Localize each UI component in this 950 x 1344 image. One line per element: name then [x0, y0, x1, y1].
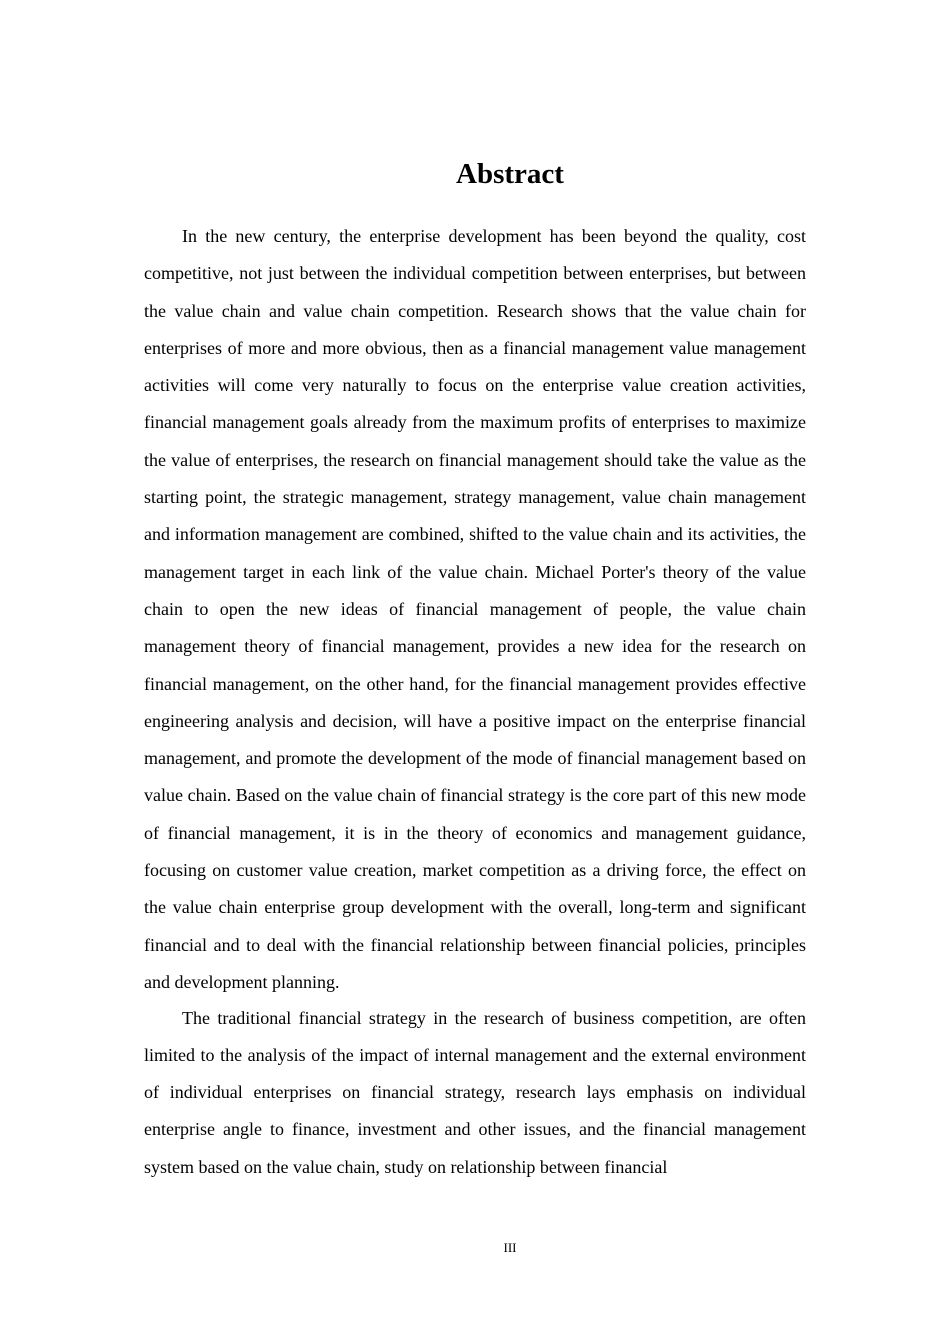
abstract-body [144, 218, 806, 1186]
abstract-title: Abstract [456, 158, 564, 190]
abstract-paragraph-1: In the new century, the enterprise development has been beyond the quality, cost competitive, not just between the individual competition between enterprises, but between the value chain and value chain competition. Research shows that the value chain for enterprises of more and more obvious, then as a financial management value management activities will come very naturally to focus on the enterprise value creation activities, financial management goals already from the maximum profits of enterprises to maximize the value of enterprises, the research on financial management should take the value as the starting point, the strategic management, strategy management, value chain management and information management are combined, shifted to the value chain and its activities, the management target in each link of the value chain. Michael Porter's theory of the value chain to open the new ideas of financial management of people, the value chain management theory of financial management, provides a new idea for the research on financial management, on the other hand, for the financial management provides effective engineering analysis and decision, will have a positive impact on the enterprise financial management, and promote the development of the mode of financial management based on value chain. Based on the value chain of financial strategy is the core part of this new mode of financial management, it is in the theory of economics and management guidance, focusing on customer value creation, market competition as a driving force, the effect on the value chain enterprise group development with the overall, long-term and significant financial and to deal with the financial relationship between financial policies, principles and development planning. [144, 226, 806, 992]
page-number: III [503, 1240, 517, 1255]
abstract-paragraph-2: The traditional financial strategy in the research of business competition, are often limited to the analysis of the impact of internal management and the external environment of individual enterprises on financial strategy, research lays emphasis on individual enterprise angle to finance, investment and other issues, and the financial management system based on the value chain, study on relationship between financial [144, 1007, 806, 1177]
